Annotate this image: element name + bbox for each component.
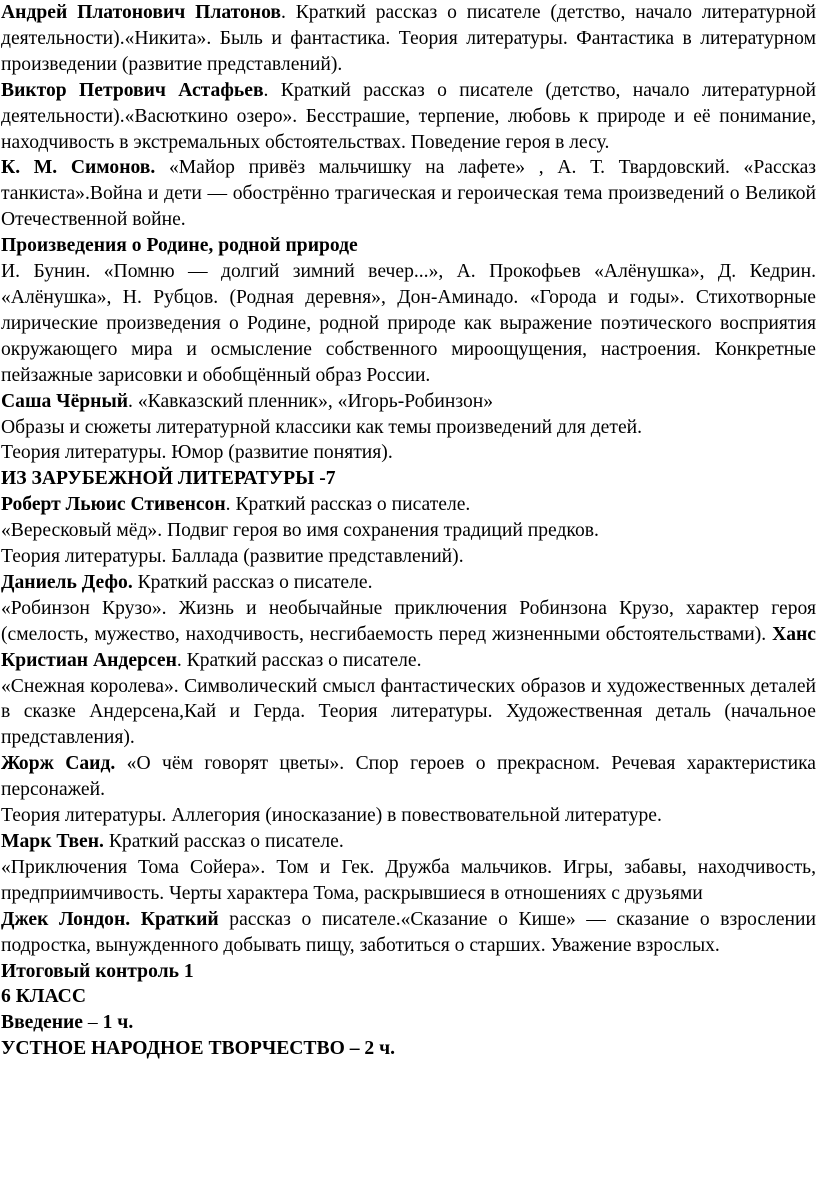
paragraph-text: . Краткий рассказ о писателе. xyxy=(225,494,471,516)
paragraph-defoe xyxy=(1,570,816,596)
author-name: К. М. Симонов. xyxy=(1,157,156,179)
paragraph-tom-sawyer xyxy=(1,855,816,907)
paragraph-text: . Краткий рассказ о писателе. xyxy=(176,649,422,671)
author-name: Даниель Дефо. xyxy=(1,571,133,593)
author-name: Марк Твен. xyxy=(1,831,104,852)
folklore-heading xyxy=(1,1036,816,1062)
paragraph-sasha-cherny xyxy=(1,389,816,415)
author-name: Жорж Саид. xyxy=(1,753,116,775)
introduction-heading xyxy=(1,1010,816,1036)
paragraph-text: Теория литературы. Аллегория (иносказание) в повествовательной литературе. xyxy=(1,805,662,827)
section-heading: ИЗ ЗАРУБЕЖНОЙ ЛИТЕРАТУРЫ -7 xyxy=(1,468,336,490)
paragraph-heather-honey xyxy=(1,518,816,544)
paragraph-ballad-theory xyxy=(1,544,816,570)
hours-count: 1 ч. xyxy=(102,1012,134,1034)
paragraph-text: . Краткий рассказ о писателе (детство, начало литературной деятельности).«Васюткино озеро». Бесстрашие, терпение, любовь к природе и её понимание, находчивость в экстремальных обстоятельствах. Поведение героя в лесу. xyxy=(1,79,816,153)
author-name: Андрей Платонович Платонов xyxy=(1,2,281,23)
paragraph-text: «Вересковый мёд». Подвиг героя во имя сохранения традиций предков. xyxy=(1,520,599,542)
author-name: Саша Чёрный xyxy=(1,390,129,412)
author-name: Виктор Петрович Астафьев xyxy=(1,79,264,101)
paragraph-twain xyxy=(1,829,816,855)
section-heading: 6 КЛАСС xyxy=(1,986,86,1008)
paragraph-robinson xyxy=(1,596,816,674)
section-heading-homeland xyxy=(1,233,816,259)
paragraph-text: Образы и сюжеты литературной классики как темы произведений для детей. xyxy=(1,416,643,438)
author-name: Ханс Кристиан Андерсен xyxy=(1,623,816,671)
paragraph-simonov xyxy=(1,155,816,233)
paragraph-text: И. Бунин. «Помню — долгий зимний вечер...», А. Прокофьев «Алёнушка», Д. Кедрин. «Алёнушка», Н. Рубцов. (Родная деревня», Дон-Аминадо. «Города и годы». Стихотворные лирические произведения о Родине, родной природе как выражение поэтического восприятия окружающего мира и осмысление собственного мироощущения, настроения. Конкретные пейзажные зарисовки и обобщённый образ России. xyxy=(1,261,816,386)
paragraph-text: «Робинзон Крузо». Жизнь и необычайные приключения Робинзона Крузо, характер героя (смелость, мужество, находчивость, несгибаемость перед жизненными обстоятельствами). xyxy=(1,597,816,645)
paragraph-text: . «Кавказский пленник», «Игорь-Робинзон» xyxy=(128,390,494,412)
paragraph-homeland-poems xyxy=(1,259,816,389)
paragraph-text: Краткий рассказ о писателе. xyxy=(132,571,373,593)
author-name: Роберт Льюис Стивенсон xyxy=(1,494,226,516)
final-control-heading xyxy=(1,959,816,985)
author-name: Джек Лондон. Краткий xyxy=(1,908,219,930)
paragraph-sand xyxy=(1,751,816,803)
paragraph-text: «Снежная королева». Символический смысл фантастических образов и художественных деталей в сказке Андерсена,Кай и Герда. Теория литературы. Художественная деталь (начальное представления). xyxy=(1,675,816,749)
section-heading: Введение xyxy=(1,1012,83,1034)
grade-6-heading xyxy=(1,984,816,1010)
paragraph-text: Теория литературы. Юмор (развитие понятия). xyxy=(1,442,393,464)
paragraph-stevenson xyxy=(1,492,816,518)
paragraph-classic-images xyxy=(1,415,816,441)
paragraph-london xyxy=(1,907,816,959)
section-heading: УСТНОЕ НАРОДНОЕ ТВОРЧЕСТВО – 2 ч. xyxy=(1,1038,396,1060)
paragraph-astafiev xyxy=(1,78,816,156)
paragraph-snow-queen xyxy=(1,674,816,752)
paragraph-allegory-theory xyxy=(1,803,816,829)
paragraph-text: рассказ о писателе.«Сказание о Кише» — сказание о взрослении подростка, вынужденного добывать пищу, заботиться о старших. Уважение взрослых. xyxy=(1,908,816,956)
paragraph-text: «О чём говорят цветы». Спор героев о прекрасном. Речевая характеристика персонажей. xyxy=(1,753,816,801)
paragraph-text: Теория литературы. Баллада (развитие представлений). xyxy=(1,546,464,568)
paragraph-text: Краткий рассказ о писателе. xyxy=(103,831,344,852)
heading-dash: – xyxy=(82,1012,103,1034)
section-heading: Произведения о Родине, родной природе xyxy=(1,235,358,257)
section-heading-foreign xyxy=(1,466,816,492)
paragraph-text: «Майор привёз мальчишку на лафете» , А. Т. Твардовский. «Рассказ танкиста».Война и дети — обострённо трагическая и героическая тема произведений о Великой Отечественной войне. xyxy=(1,157,816,231)
paragraph-platonov xyxy=(1,0,816,78)
paragraph-text: «Приключения Тома Сойера». Том и Гек. Дружба мальчиков. Игры, забавы, находчивость, предприимчивость. Черты характера Тома, раскрывшиеся в отношениях с друзьями xyxy=(1,856,816,904)
section-heading: Итоговый контроль 1 xyxy=(1,960,194,982)
paragraph-humor-theory xyxy=(1,440,816,466)
paragraph-text: . Краткий рассказ о писателе (детство, начало литературной деятельности).«Никита». Быль и фантастика. Теория литературы. Фантастика в литературном произведении (развитие представлений). xyxy=(1,2,816,75)
